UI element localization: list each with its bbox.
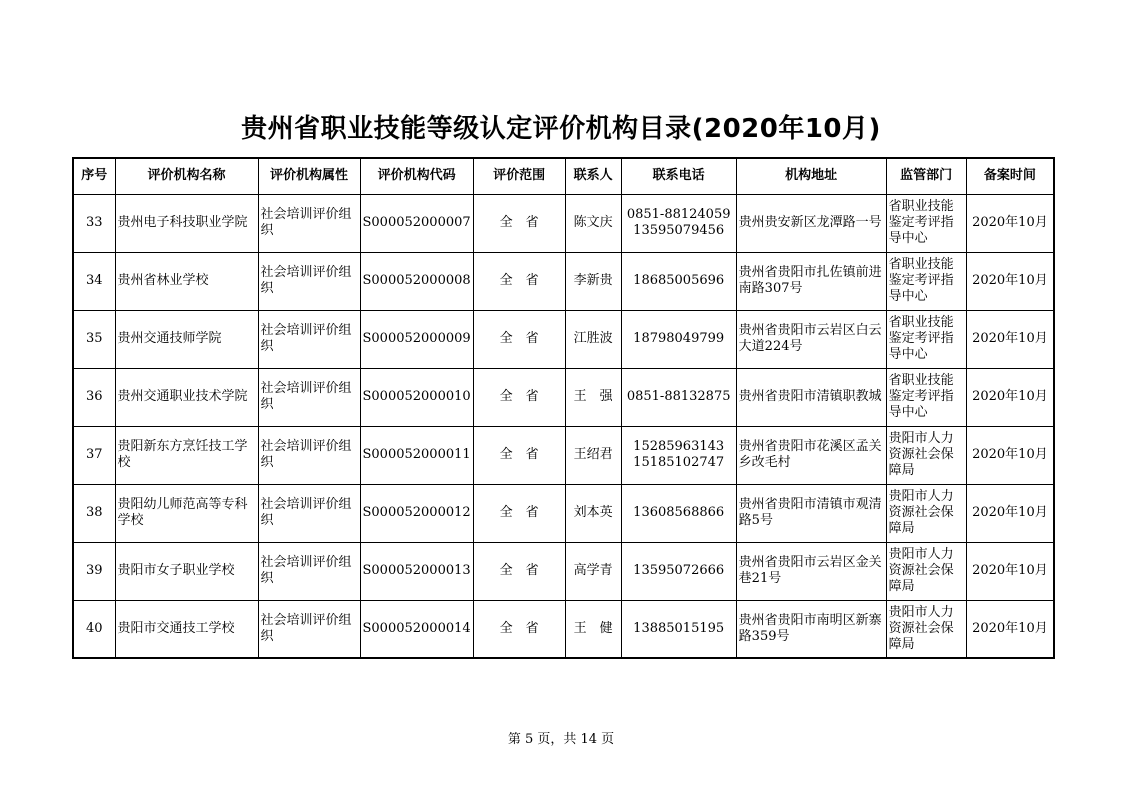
institution-name: 贵州省林业学校	[115, 252, 258, 310]
header-contact: 联系人	[565, 158, 621, 194]
header-address: 机构地址	[736, 158, 886, 194]
filing-date: 2020年10月	[966, 600, 1054, 658]
institution-code: S000052000014	[360, 600, 473, 658]
header-phone: 联系电话	[621, 158, 736, 194]
row-number: 39	[73, 542, 115, 600]
table-row	[73, 426, 1054, 484]
institution-attribute: 社会培训评价组织	[258, 426, 360, 484]
supervising-dept: 省职业技能鉴定考评指导中心	[886, 310, 966, 368]
filing-date: 2020年10月	[966, 194, 1054, 252]
supervising-dept: 贵阳市人力资源社会保障局	[886, 484, 966, 542]
institution-name: 贵州电子科技职业学院	[115, 194, 258, 252]
row-number: 35	[73, 310, 115, 368]
institution-address: 贵州省贵阳市清镇职教城	[736, 368, 886, 426]
institution-code: S000052000011	[360, 426, 473, 484]
header-no: 序号	[73, 158, 115, 194]
institution-attribute: 社会培训评价组织	[258, 194, 360, 252]
contact-phone	[621, 368, 736, 426]
institution-table	[72, 157, 1055, 659]
phone-line: 13595072666	[633, 563, 725, 578]
contact-person: 高学青	[565, 542, 621, 600]
evaluation-scope: 全 省	[473, 194, 565, 252]
contact-phone	[621, 194, 736, 252]
page-title: 贵州省职业技能等级认定评价机构目录(2020年10月)	[241, 114, 881, 144]
table-header-row	[73, 158, 1054, 194]
table-row	[73, 252, 1054, 310]
header-supervisor: 监管部门	[886, 158, 966, 194]
row-number: 38	[73, 484, 115, 542]
phone-line: 0851-88124059	[626, 207, 731, 222]
filing-date: 2020年10月	[966, 368, 1054, 426]
supervising-dept: 贵阳市人力资源社会保障局	[886, 542, 966, 600]
evaluation-scope: 全 省	[473, 484, 565, 542]
institution-name: 贵阳新东方烹饪技工学校	[115, 426, 258, 484]
row-number: 33	[73, 194, 115, 252]
evaluation-scope: 全 省	[473, 542, 565, 600]
table-row	[73, 484, 1054, 542]
phone-line: 15285963143	[633, 439, 725, 454]
page-footer: 第 5 页，共 14 页	[507, 732, 615, 747]
contact-phone	[621, 426, 736, 484]
institution-address: 贵州省贵阳市清镇市观清路5号	[736, 484, 886, 542]
evaluation-scope: 全 省	[473, 310, 565, 368]
institution-address: 贵州省贵阳市南明区新寨路359号	[736, 600, 886, 658]
institution-name: 贵州交通职业技术学院	[115, 368, 258, 426]
contact-phone	[621, 542, 736, 600]
institution-code: S000052000009	[360, 310, 473, 368]
row-number: 37	[73, 426, 115, 484]
institution-attribute: 社会培训评价组织	[258, 600, 360, 658]
institution-name: 贵阳幼儿师范高等专科学校	[115, 484, 258, 542]
contact-phone	[621, 252, 736, 310]
table-row	[73, 368, 1054, 426]
institution-name: 贵阳市女子职业学校	[115, 542, 258, 600]
contact-phone	[621, 484, 736, 542]
filing-date: 2020年10月	[966, 484, 1054, 542]
contact-person: 刘本英	[565, 484, 621, 542]
institution-name: 贵州交通技师学院	[115, 310, 258, 368]
institution-address: 贵州省贵阳市云岩区白云大道224号	[736, 310, 886, 368]
table-row	[73, 194, 1054, 252]
header-date: 备案时间	[966, 158, 1054, 194]
filing-date: 2020年10月	[966, 252, 1054, 310]
supervising-dept: 省职业技能鉴定考评指导中心	[886, 194, 966, 252]
institution-attribute: 社会培训评价组织	[258, 310, 360, 368]
filing-date: 2020年10月	[966, 542, 1054, 600]
supervising-dept: 贵阳市人力资源社会保障局	[886, 600, 966, 658]
institution-code: S000052000007	[360, 194, 473, 252]
phone-line: 18685005696	[633, 273, 725, 288]
institution-address: 贵州省贵阳市扎佐镇前进南路307号	[736, 252, 886, 310]
institution-code: S000052000010	[360, 368, 473, 426]
institution-attribute: 社会培训评价组织	[258, 484, 360, 542]
row-number: 34	[73, 252, 115, 310]
contact-person: 王 健	[565, 600, 621, 658]
contact-person: 王 强	[565, 368, 621, 426]
contact-person: 李新贵	[565, 252, 621, 310]
evaluation-scope: 全 省	[473, 252, 565, 310]
phone-line: 13595079456	[633, 223, 725, 238]
contact-person: 陈文庆	[565, 194, 621, 252]
contact-person: 王绍君	[565, 426, 621, 484]
header-attr: 评价机构属性	[258, 158, 360, 194]
filing-date: 2020年10月	[966, 426, 1054, 484]
institution-code: S000052000013	[360, 542, 473, 600]
institution-address: 贵州省贵阳市花溪区孟关乡改毛村	[736, 426, 886, 484]
header-scope: 评价范围	[473, 158, 565, 194]
evaluation-scope: 全 省	[473, 368, 565, 426]
supervising-dept: 贵阳市人力资源社会保障局	[886, 426, 966, 484]
institution-address: 贵州省贵阳市云岩区金关巷21号	[736, 542, 886, 600]
row-number: 40	[73, 600, 115, 658]
phone-line: 0851-88132875	[626, 389, 731, 404]
header-name: 评价机构名称	[115, 158, 258, 194]
phone-line: 13608568866	[633, 505, 725, 520]
institution-code: S000052000012	[360, 484, 473, 542]
contact-person: 江胜波	[565, 310, 621, 368]
evaluation-scope: 全 省	[473, 426, 565, 484]
institution-attribute: 社会培训评价组织	[258, 368, 360, 426]
institution-name: 贵阳市交通技工学校	[115, 600, 258, 658]
institution-attribute: 社会培训评价组织	[258, 252, 360, 310]
contact-phone	[621, 600, 736, 658]
evaluation-scope: 全 省	[473, 600, 565, 658]
table-row	[73, 310, 1054, 368]
institution-attribute: 社会培训评价组织	[258, 542, 360, 600]
row-number: 36	[73, 368, 115, 426]
phone-line: 18798049799	[633, 331, 725, 346]
supervising-dept: 省职业技能鉴定考评指导中心	[886, 252, 966, 310]
header-code: 评价机构代码	[360, 158, 473, 194]
table-row	[73, 600, 1054, 658]
filing-date: 2020年10月	[966, 310, 1054, 368]
phone-line: 15185102747	[633, 455, 725, 470]
phone-line: 13885015195	[633, 620, 725, 636]
institution-address: 贵州贵安新区龙潭路一号	[736, 194, 886, 252]
table-row	[73, 542, 1054, 600]
supervising-dept: 省职业技能鉴定考评指导中心	[886, 368, 966, 426]
contact-phone	[621, 310, 736, 368]
institution-code: S000052000008	[360, 252, 473, 310]
